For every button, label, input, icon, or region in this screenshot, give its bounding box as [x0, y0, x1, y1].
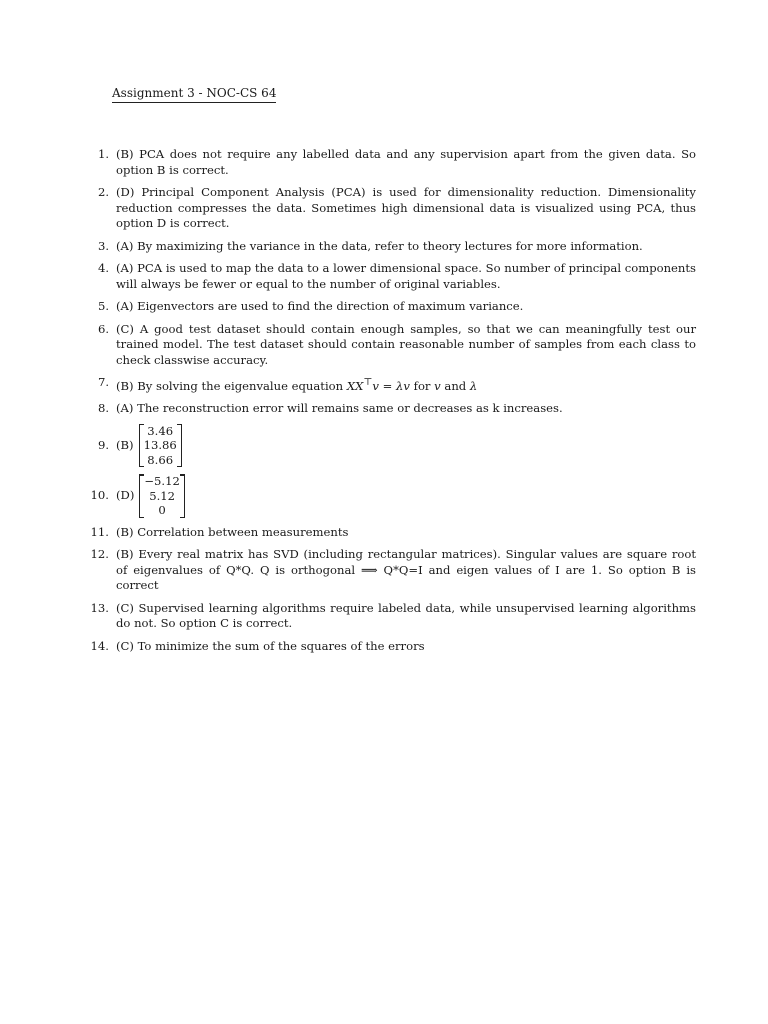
math-symbol: λ: [469, 378, 478, 393]
column-vector: [139, 424, 182, 468]
text-segment: and: [440, 378, 470, 393]
answer-text: (B) Every real matrix has SVD (including rectangular matrices). Singular values are square root of eigenvalues of Q*Q. Q is orthogonal ⟹ Q*Q=I and eigen values of I are 1. So option B is correct: [116, 547, 696, 593]
item-number: 8.: [97, 401, 109, 416]
answer-text: (C) A good test dataset should contain enough samples, so that we can meaningfully test our trained model. The test dataset should contain reasonable number of samples from each class to check classwise accuracy.: [116, 321, 696, 367]
answer-text: (A) Eigenvectors are used to find the direction of maximum variance.: [116, 299, 524, 313]
document-title: Assignment 3 - NOC-CS 64: [112, 86, 276, 103]
answer-text: (C) To minimize the sum of the squares of the errors: [116, 638, 425, 653]
answer-text: (A) By maximizing the variance in the data, refer to theory lectures for more information.: [116, 238, 643, 253]
answer-text: (C) Supervised learning algorithms require labeled data, while unsupervised learning algorithms do not. So option C is correct.: [116, 600, 696, 631]
item-number: 7.: [97, 375, 109, 389]
item-number: 4.: [97, 261, 109, 275]
answer-item-8: [0, 401, 768, 417]
text-segment: for: [409, 378, 435, 393]
answer-item-10: [0, 474, 768, 518]
vector-entry: 3.46: [147, 423, 174, 438]
transpose-symbol: ⊤: [363, 377, 373, 388]
column-vector: [139, 474, 185, 518]
item-number: 1.: [97, 147, 109, 161]
item-number: 13.: [90, 600, 109, 615]
vector-entry: 5.12: [149, 488, 176, 503]
answer-text: (B) Correlation between measurements: [116, 524, 349, 539]
vector-entry: 0: [158, 503, 166, 518]
math-symbol: XX: [346, 378, 364, 393]
answer-text: (B) PCA does not require any labelled data and any supervision apart from the given data. So option B is correct.: [116, 147, 696, 177]
answer-option: (D): [116, 488, 135, 503]
answer-item-11: [0, 525, 768, 541]
answer-item-5: [0, 299, 768, 315]
item-number: 11.: [90, 524, 109, 539]
vector-entry: 8.66: [147, 452, 174, 467]
item-number: 10.: [90, 488, 109, 503]
answer-list: [0, 147, 768, 661]
answer-item-4: [0, 261, 768, 292]
item-number: 3.: [97, 238, 109, 253]
answer-item-7: [0, 375, 768, 394]
answer-item-3: [0, 239, 768, 255]
answer-item-6: [0, 322, 768, 369]
item-number: 9.: [97, 437, 109, 452]
math-equation: v = λv: [372, 378, 410, 393]
answer-item-14: [0, 639, 768, 655]
answer-item-9: [0, 424, 768, 468]
math-symbol: v: [434, 378, 441, 393]
answer-text: (A) The reconstruction error will remains same or decreases as k increases.: [116, 401, 563, 416]
item-number: 6.: [97, 321, 109, 336]
answer-text: (A) PCA is used to map the data to a lower dimensional space. So number of principal components will always be fewer or equal to the number of original variables.: [116, 261, 696, 291]
item-number: 12.: [90, 547, 109, 562]
item-number: 5.: [97, 299, 109, 313]
answer-text: [116, 375, 696, 394]
answer-item-2: [0, 185, 768, 232]
text-segment: (B) By solving the eigenvalue equation: [116, 378, 347, 393]
answer-item-12: [0, 547, 768, 594]
vector-entry: 13.86: [143, 438, 177, 453]
answer-text: (D) Principal Component Analysis (PCA) is used for dimensionality reduction. Dimensionality reduction compresses the data. Sometimes high dimensional data is visualized using PCA, thus option D is correct.: [116, 185, 696, 230]
answer-item-13: [0, 601, 768, 632]
item-number: 14.: [90, 638, 109, 653]
answer-option: (B): [116, 437, 134, 452]
item-number: 2.: [97, 185, 109, 199]
answer-item-1: [0, 147, 768, 178]
vector-entry: −5.12: [144, 474, 180, 489]
